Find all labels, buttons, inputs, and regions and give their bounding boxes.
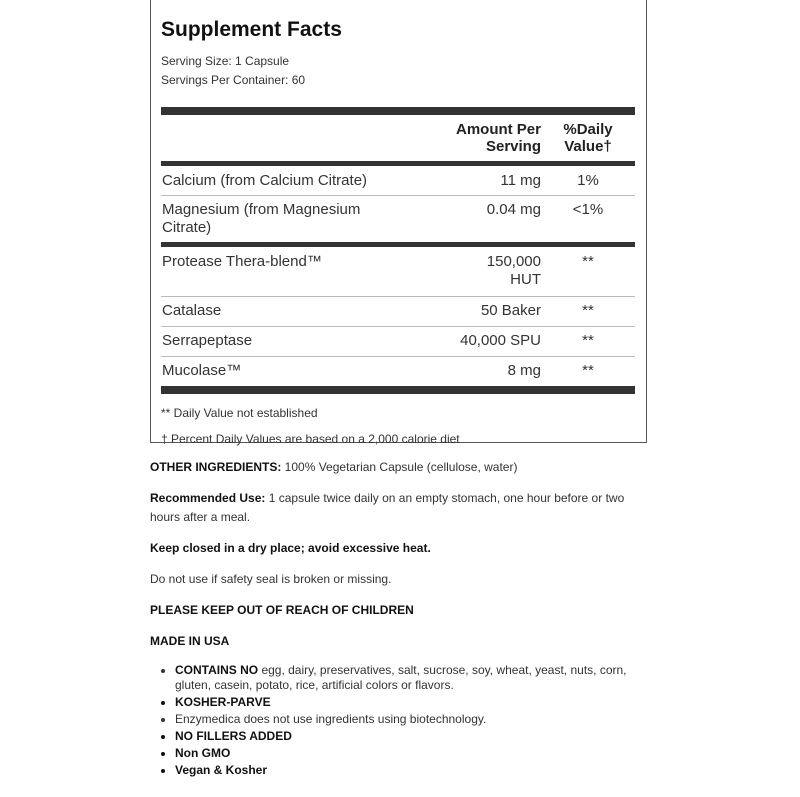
- footnote-percent: † Percent Daily Values are based on a 2,000 calorie diet: [161, 432, 460, 446]
- daily-value-header: %Daily: [563, 121, 613, 138]
- list-item: • Non GMO: [175, 746, 650, 761]
- made-in: MADE IN USA: [150, 634, 230, 648]
- table-row: Mucolase™ 8 mg **: [162, 362, 594, 379]
- supplement-facts-panel: [150, 0, 647, 446]
- table-row: Serrapeptase 40,000 SPU **: [161, 327, 635, 357]
- list-item: • KOSHER-PARVE: [175, 695, 650, 710]
- servings-per-container: Servings Per Container: 60: [161, 73, 306, 87]
- table-row: Magnesium (from Magnesium Citrate) 0.04 mg <1%: [162, 201, 604, 236]
- amount-header: Amount Per: [455, 121, 541, 138]
- table-row: Calcium (from Calcium Citrate) 11 mg 1%: [161, 166, 635, 196]
- storage-note: Keep closed in a dry place; avoid excessive heat.: [150, 541, 431, 555]
- children-warning: PLEASE KEEP OUT OF REACH OF CHILDREN: [150, 603, 414, 617]
- other-ingredients: OTHER INGREDIENTS: 100% Vegetarian Capsule (cellulose, water): [150, 460, 518, 474]
- thick-divider: [161, 107, 635, 115]
- list-item: • NO FILLERS ADDED: [175, 729, 650, 744]
- table-row: Protease Thera-blend™ 150,000 HUT **: [161, 247, 635, 297]
- feature-list: [150, 663, 650, 778]
- bottom-divider: [161, 386, 635, 394]
- table-header: Amount Per Serving %Daily Value†: [161, 115, 635, 161]
- list-item: • Enzymedica does not use ingredients using biotechnology.: [175, 712, 650, 727]
- serving-size: Serving Size: 1 Capsule: [161, 54, 290, 68]
- list-item: • CONTAINS NO egg, dairy, preservatives, salt, sucrose, soy, wheat, yeast, nuts, corn, gluten, casein, potato, rice, artificial colors or flavors.: [175, 663, 650, 693]
- product-info: [150, 458, 650, 780]
- facts-title: Supplement Facts: [161, 18, 342, 41]
- seal-warning: Do not use if safety seal is broken or missing.: [150, 572, 392, 586]
- footnote-daily-value: ** Daily Value not established: [161, 406, 318, 420]
- table-row: Catalase 50 Baker **: [161, 297, 635, 327]
- list-item: • Vegan & Kosher: [175, 763, 650, 778]
- recommended-use: Recommended Use: 1 capsule twice daily on an empty stomach, one hour before or two hours after a meal.: [150, 491, 625, 524]
